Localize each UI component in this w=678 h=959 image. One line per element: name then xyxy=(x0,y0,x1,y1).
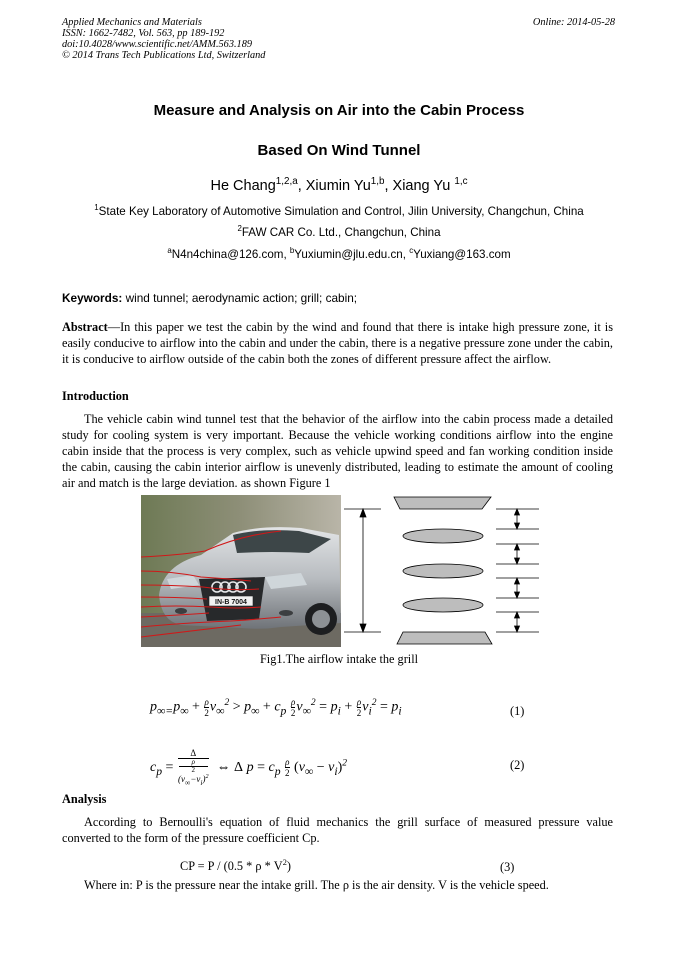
analysis-paragraph xyxy=(62,814,613,846)
grill-schematic xyxy=(344,497,539,644)
email-address[interactable]: Yuxiumin@jlu.edu.cn xyxy=(294,248,403,261)
affiliation-sup: 2 xyxy=(237,224,242,234)
license-plate-text: IN-B 7004 xyxy=(215,599,247,606)
author-sup: 1,c xyxy=(454,176,468,188)
section-heading-analysis: Analysis xyxy=(62,792,107,806)
analysis-text: According to Bernoulli's equation of fluid mechanics the grill surface of measured pressure value converted to the form of the pressure coefficient Cp. xyxy=(62,815,613,845)
author-list: He Chang$^{1,2,a}$, Xiumin Yu$^{1,b}$, Xiang Yu $^{1,c}$ xyxy=(210,176,468,194)
abstract-text: —In this paper we test the cabin by the wind and found that there is intake high pressure zone, it is easily conducive to airflow into the cabin and under the cabin, there is a negative pressure zone under the cabin, it is conducive to airflow outside of the cabin both the zones of different pressure affect the airflow. xyxy=(62,320,613,366)
equation-3-sup: 2 xyxy=(282,857,287,867)
author-name: Xiumin Yu xyxy=(305,178,371,194)
email-line: $^a$N4n4china@126.com, $^b$Yuxiumin@jlu.edu.cn, $^c$Yuxiang@163.com xyxy=(167,246,511,261)
affiliation-1 xyxy=(0,205,678,218)
affiliation-2 xyxy=(0,226,678,239)
keywords-label: Keywords: xyxy=(62,291,123,305)
keywords-line xyxy=(62,291,357,305)
doi-line: doi:10.4028/www.scientific.net/AMM.563.189 xyxy=(62,39,252,50)
affiliation-text: State Key Laboratory of Automotive Simulation and Control, Jilin University, Changchun, China xyxy=(98,205,584,218)
author-sup: 1,2,a xyxy=(275,176,298,188)
equation-2-number: (2) xyxy=(510,758,525,772)
online-date: Online: 2014-05-28 xyxy=(532,17,615,28)
introduction-paragraph xyxy=(62,411,613,491)
author-name: Xiang Yu xyxy=(392,178,451,194)
equation-3 xyxy=(180,859,291,874)
equation-2: $c_p$ = Δ ρ 2 $(\nu_\infty-\nu_i)^2$ ⇔ Δ $p = c_p$ $\frac{\rho}{2}$ $(\nu_\infty - \nu_i)^2$ xyxy=(150,748,348,787)
journal-name: Applied Mechanics and Materials xyxy=(62,17,202,28)
email-sup: a xyxy=(167,246,172,256)
figure-1-caption: Fig1.The airflow intake the grill xyxy=(259,652,419,666)
affiliation-sup: 1 xyxy=(94,203,99,213)
email-address[interactable]: N4n4china@126.com xyxy=(171,248,284,261)
author-sup: 1,b xyxy=(370,176,385,188)
equation-1-number: (1) xyxy=(510,704,525,718)
email-address[interactable]: Yuxiang@163.com xyxy=(413,248,511,261)
paper-title-line-1: Measure and Analysis on Air into the Cabin Process xyxy=(153,102,525,119)
section-heading-introduction: Introduction xyxy=(62,389,129,403)
car-photo xyxy=(141,495,341,647)
author-name: He Chang xyxy=(210,178,276,194)
introduction-text: The vehicle cabin wind tunnel test that the behavior of the airflow into the cabin process made a detailed study for cooling system is very important. Because the vehicle working conditions airflow into the engine cabin inside that the process is very complex, such as vehicle upwind speed and fan working condition inside the cabin, causing the cabin interior airflow is unevenly distributed, leading to estimate the amount of cooling air and match is the large deviation. as shown Figure 1 xyxy=(62,412,613,490)
keywords-text: wind tunnel; aerodynamic action; grill; cabin; xyxy=(125,291,358,305)
equation-3-number: (3) xyxy=(500,860,515,874)
equation-3-close: ) xyxy=(286,859,291,873)
issn-line: ISSN: 1662-7482, Vol. 563, pp 189-192 xyxy=(62,28,225,39)
where-paragraph: Where in: P is the pressure near the intake grill. The ρ is the air density. V is the vehicle speed. xyxy=(84,878,549,892)
figure-1-graphic xyxy=(141,495,541,647)
abstract-block xyxy=(62,319,613,367)
affiliation-text: FAW CAR Co. Ltd., Changchun, China xyxy=(241,226,441,239)
equation-3-text: CP = P / (0.5 * ρ * V xyxy=(180,859,283,873)
journal-header xyxy=(62,17,265,61)
copyright-line: © 2014 Trans Tech Publications Ltd, Switzerland xyxy=(62,50,266,61)
paper-title-line-2: Based On Wind Tunnel xyxy=(257,142,421,159)
email-sup: c xyxy=(409,246,414,256)
equation-1: $p_{\infty=}p_\infty$ + $\frac{\rho}{2}$ $v_\infty^2 > p_\infty + c_p$ $\frac{\rho}{2}$ $v_\infty^2 = p_i$ + $\frac{\rho}{2}$ $v_i^2 = p_i$ xyxy=(150,697,402,718)
abstract-label: Abstract xyxy=(62,320,108,334)
figure-1 xyxy=(141,495,541,647)
email-sup: b xyxy=(289,246,295,256)
